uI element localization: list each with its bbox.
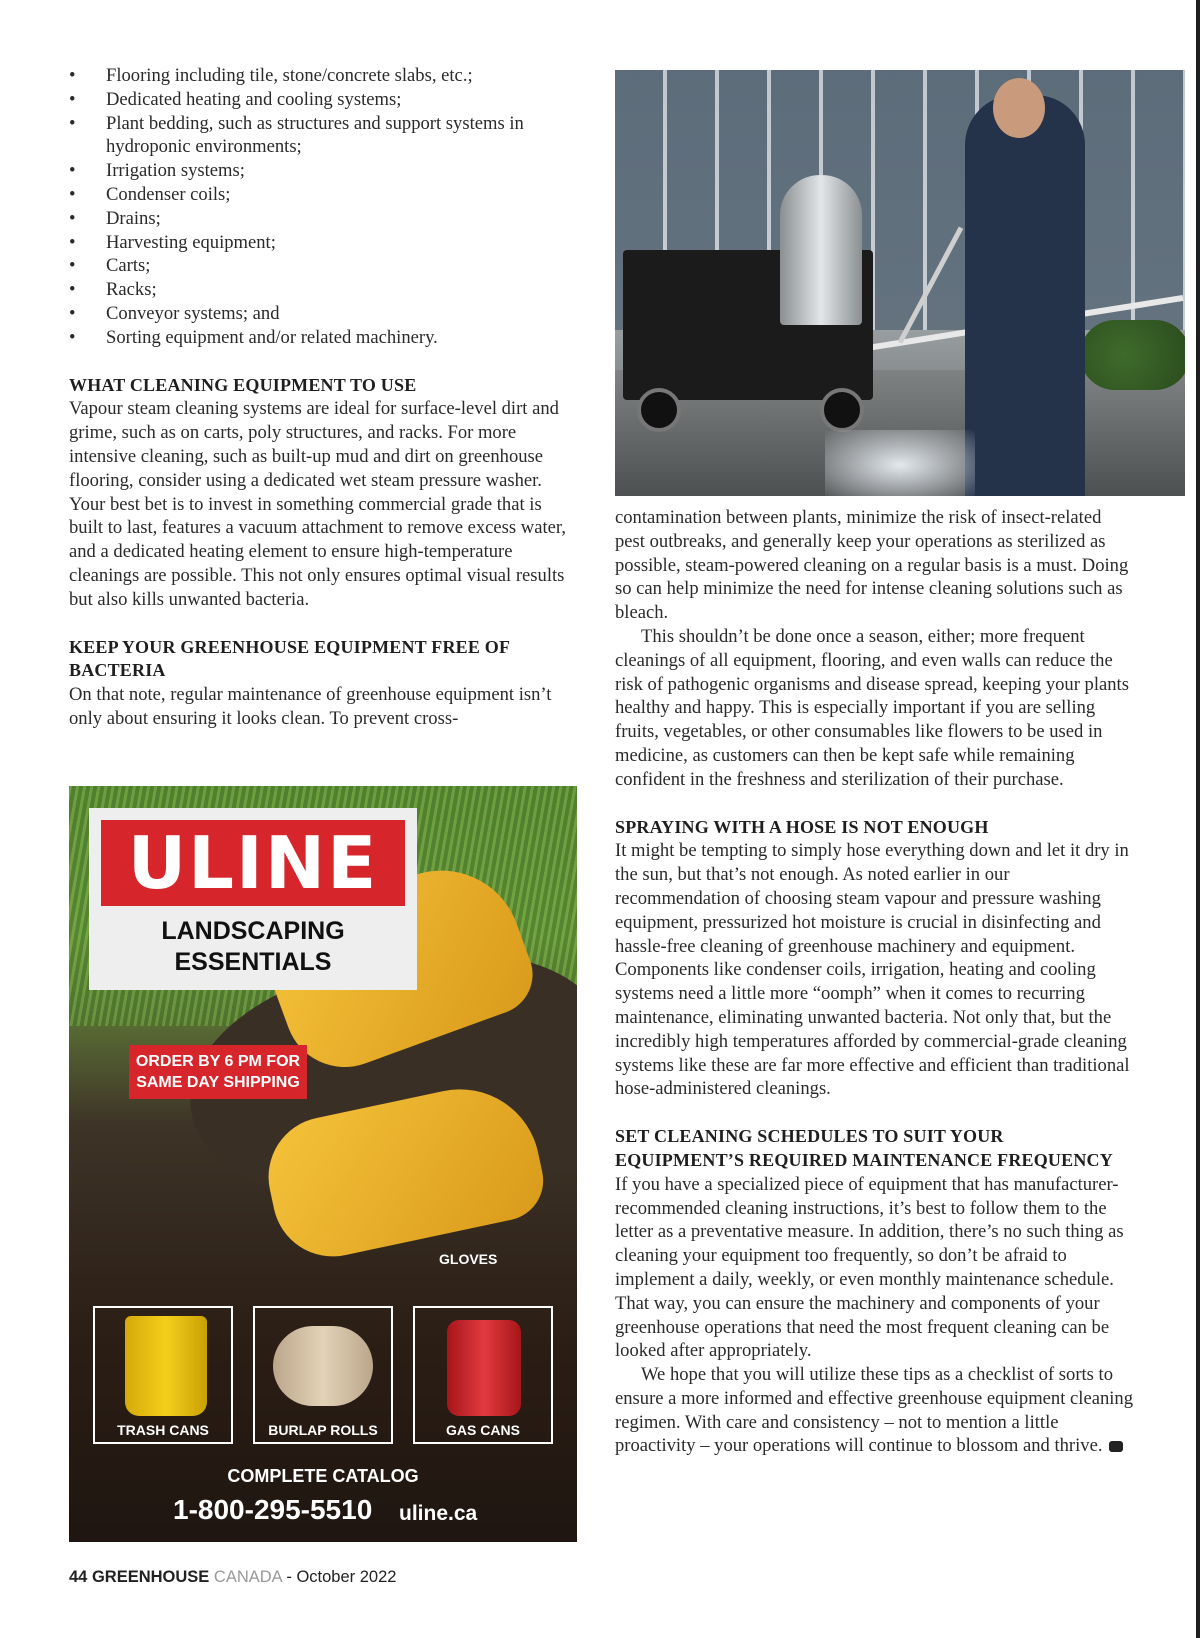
product-gas-cans[interactable] <box>413 1306 553 1444</box>
list-item: • Sorting equipment and/or related machinery. <box>69 326 579 350</box>
list-item: • Flooring including tile, stone/concrete slabs, etc.; <box>69 64 579 88</box>
burlap-roll-icon <box>273 1326 373 1406</box>
worker <box>965 95 1085 496</box>
section-heading: SET CLEANING SCHEDULES TO SUIT YOUR EQUIPMENT’S REQUIRED MAINTENANCE FREQUENCY <box>615 1126 1113 1170</box>
closing-text: We hope that you will utilize these tips as a checklist of sorts to ensure a more informed and effective greenhouse equipment cleaning regimen. With care and consistency – not to mention a little proactivity – your operations will continue to blossom and thrive. <box>615 1364 1134 1457</box>
cart-wheel <box>820 388 864 432</box>
list-item: • Irrigation systems; <box>69 159 579 183</box>
phone-number[interactable]: 1-800-295-5510 <box>173 1494 373 1525</box>
list-item: • Plant bedding, such as structures and support systems in hydroponic environments; <box>69 112 579 160</box>
uline-logo: ULINE <box>101 820 405 906</box>
equipment-list <box>69 64 579 350</box>
page-edge <box>1196 0 1200 1638</box>
section-body: On that note, regular maintenance of greenhouse equipment isn’t only about ensuring it looks clean. To prevent cross- <box>69 684 552 729</box>
list-item: • Carts; <box>69 254 579 278</box>
gloves-label: GLOVES <box>439 1251 498 1267</box>
steam-tank <box>780 175 862 325</box>
publication-name: GREENHOUSE <box>91 1568 210 1586</box>
product-trash-cans[interactable] <box>93 1306 233 1444</box>
list-item: • Drains; <box>69 207 579 231</box>
issue-date: - October 2022 <box>286 1568 397 1586</box>
pressure-washer-photo <box>615 70 1185 496</box>
gas-can-icon <box>447 1320 521 1416</box>
product-label: GAS CANS <box>446 1422 520 1438</box>
publication-name-light: CANADA <box>213 1568 282 1586</box>
list-item: • Condenser coils; <box>69 183 579 207</box>
trash-can-icon <box>125 1316 207 1416</box>
list-item: • Dedicated heating and cooling systems; <box>69 88 579 112</box>
catalog-label: COMPLETE CATALOG <box>227 1466 419 1486</box>
cart-wheel <box>637 388 681 432</box>
ad-logo-panel <box>89 808 417 990</box>
page-number: 44 <box>69 1568 88 1586</box>
product-label: BURLAP ROLLS <box>268 1422 378 1438</box>
steam-mist <box>825 430 975 496</box>
section-body: It might be tempting to simply hose everything down and let it dry in the sun, but that’s not enough. As noted earlier in our recommendation of choosing steam vapour and pressure washing equipment, pressurized hot moisture is crucial in disinfecting and hassle-free cleaning of greenhouse machinery and equipment. Components like condenser coils, irrigation, heating and cooling systems need a little more “oomph” when it comes to recurring maintenance, eliminating unwanted bacteria. Not only that, but the incredibly high temperatures afforded by commercial-grade cleaning systems like these are far more effective and efficient than traditional hose-administered cleanings. <box>615 840 1130 1100</box>
section-body: If you have a specialized piece of equipment that has manufacturer-recommended cleaning instructions, it’s best to follow them to the letter as a preventative measure. In addition, there’s no such thing as cleaning your equipment too frequently, so don’t be afraid to implement a daily, weekly, or even monthly maintenance schedule. That way, you can ensure the machinery and components of your greenhouse operations that need the most frequent cleaning can be looked after appropriately. <box>615 1173 1124 1362</box>
right-column <box>615 506 1135 1458</box>
shipping-line: ORDER BY 6 PM FOR <box>135 1053 301 1070</box>
section-heading: KEEP YOUR GREENHOUSE EQUIPMENT FREE OF BACTERIA <box>69 636 510 681</box>
section-body: contamination between plants, minimize the risk of insect-related pest outbreaks, and generally keep your operations as sterilized as possible, steam-powered cleaning on a regular basis is a must. Doing so can help minimize the need for intense cleaning solutions such as bleach. <box>615 507 1129 624</box>
ad-tagline-line: LANDSCAPING <box>161 917 345 945</box>
ad-tagline <box>89 916 417 978</box>
shipping-line: SAME DAY SHIPPING <box>136 1074 300 1091</box>
ad-tagline-line: ESSENTIALS <box>174 948 332 976</box>
section-heading: WHAT CLEANING EQUIPMENT TO USE <box>69 374 417 395</box>
left-column <box>69 64 579 731</box>
product-burlap-rolls[interactable] <box>253 1306 393 1444</box>
product-label: TRASH CANS <box>117 1422 209 1438</box>
list-item: • Conveyor systems; and <box>69 302 579 326</box>
shipping-badge <box>129 1045 307 1099</box>
section-body: This shouldn’t be done once a season, either; more frequent cleanings of all equipment, flooring, and even walls can reduce the risk of pathogenic organisms and disease spread, keeping your plants healthy and happy. This is especially important if you are selling fruits, vegetables, or other consumables like flowers to be used in medicine, as customers can then be kept safe while remaining confident in the freshness and sterilization of their purchase. <box>615 625 1129 790</box>
section-heading: SPRAYING WITH A HOSE IS NOT ENOUGH <box>615 816 989 837</box>
page-footer <box>69 1568 396 1587</box>
section-body: Vapour steam cleaning systems are ideal for surface-level dirt and grime, such as on carts, poly structures, and racks. For more intensive cleaning, such as built-up mud and dirt on greenhouse flooring, consider using a dedicated wet steam pressure washer. Your best bet is to invest in something commercial grade that is built to last, features a vacuum attachment to remove excess water, and a dedicated heating element to ensure high-temperature cleanings are possible. This not only ensures optimal visual results but also kills unwanted bacteria. <box>69 398 566 610</box>
uline-advertisement[interactable] <box>69 786 577 1542</box>
end-mark-icon <box>1109 1441 1123 1452</box>
section-body <box>615 1363 1135 1458</box>
list-item: • Racks; <box>69 278 579 302</box>
worker-head <box>993 78 1045 138</box>
shrub <box>1080 320 1185 390</box>
website-link[interactable]: uline.ca <box>399 1502 478 1525</box>
list-item: • Harvesting equipment; <box>69 231 579 255</box>
